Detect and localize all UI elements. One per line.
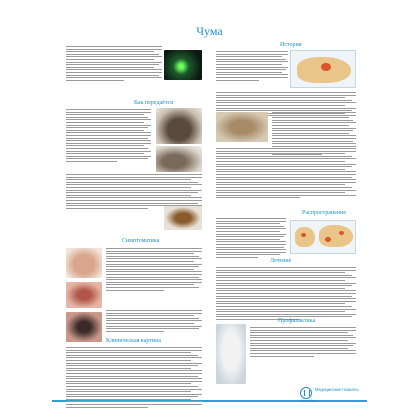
transmission-text-block-2 <box>66 174 202 210</box>
gangrene-foot-photo <box>66 312 102 342</box>
bacteria-micrograph <box>164 50 202 80</box>
section-heading-symptoms: Симптоматика <box>122 238 160 244</box>
history-text-block <box>216 51 288 82</box>
brand-logo <box>300 387 366 401</box>
poster-title: Чума <box>196 24 223 38</box>
section-heading-prevention: Профилактика <box>278 318 316 324</box>
intro-text-block <box>66 46 162 82</box>
treatment-text-block <box>216 267 356 321</box>
prevention-text-block <box>250 327 356 358</box>
medical-poster <box>52 20 367 402</box>
symptoms-text-block-2 <box>106 310 202 333</box>
section-heading-clinical: Клиническая картина <box>106 338 161 344</box>
history-spread-map <box>290 50 356 88</box>
flea-photo <box>164 206 202 230</box>
section-heading-treatment: Лечение <box>270 258 292 264</box>
spread-text-block <box>216 218 286 260</box>
world-distribution-map <box>290 220 356 254</box>
transmission-text-block <box>66 109 151 163</box>
section-heading-transmission: Как передаётся <box>134 100 173 106</box>
brand-tagline: Медицинские плакаты <box>315 387 359 392</box>
protective-suit-photo <box>216 324 246 384</box>
marmot-photo <box>156 146 202 172</box>
hand-photo <box>66 248 102 278</box>
history-text-block-4 <box>216 148 356 200</box>
section-heading-history: История <box>280 42 302 48</box>
clinical-text-block <box>66 347 202 409</box>
symptoms-text-block <box>106 248 202 292</box>
historical-illustration-photo <box>216 112 268 142</box>
rat-photo <box>156 108 202 144</box>
brand-name: AlmaMed <box>300 398 317 403</box>
section-heading-spread: Распространение <box>302 210 347 216</box>
skin-lesion-photo <box>66 282 102 308</box>
